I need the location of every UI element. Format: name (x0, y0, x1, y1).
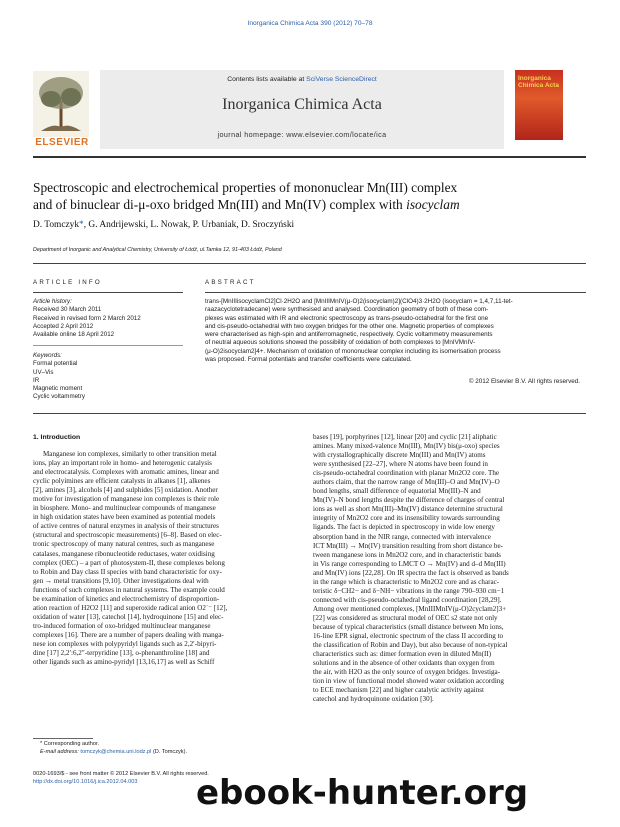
issn-line: 0020-1693/$ - see front matter © 2012 Elsevier B.V. All rights reserved. (33, 771, 209, 777)
abstract-line: of neutral aqueous solutions showed the possibility of oxidation of both complexes to [MnIVMnIV- (205, 339, 476, 347)
body-line: bases [19], porphyrines [12], linear [20] and cyclic [21] aliphatic (313, 433, 497, 441)
affiliation-divider (33, 263, 586, 264)
body-line: other ligands such as amino-pyridyl [13,16,17] as well as Schiff (33, 658, 215, 667)
author-rest: , G. Andrijewski, L. Nowak, P. Urbaniak, D. Sroczyński (83, 220, 295, 230)
abstract-divider (33, 413, 586, 414)
body-line: Among over mentioned complexes, [MnIIIMnIV(μ-O)2cyclam2]3+ (313, 604, 507, 613)
body-line: connected with cis-pseudo-octahedral ligand coordination [28,29]. (313, 595, 502, 604)
journal-citation: Inorganica Chimica Acta 390 (2012) 70–78 (247, 20, 373, 27)
history-label: Article history: (33, 298, 72, 305)
article-info-heading: ARTICLE INFO (33, 279, 102, 286)
body-line: because of typical characteristics (small distance between Mn ions, (313, 622, 504, 631)
contents-line (100, 76, 504, 83)
body-line: characteristics such as: dimer formation even in diluted Mn(II) (313, 650, 492, 659)
body-line: were synthesised [22–27], where N atoms have been found in (313, 460, 488, 469)
body-line: nese ion complexes with polypyridyl ligands such as 2,2′-bipyri- (33, 639, 217, 648)
abstract-text (205, 298, 586, 364)
body-right-column (313, 433, 586, 704)
body-line: bond lengths, small difference of equatorial Mn(III)–N and (313, 487, 481, 496)
body-line: in Vis range corresponding to LMCT O → Mn(IV) and d–d Mn(III) (313, 559, 506, 568)
title-italic-ligand: isocyclam (406, 197, 460, 212)
abstract-line: (μ-O)2isocyclam2]4+. Mechanism of oxidation of mononuclear complex including its isomerisation process (205, 347, 501, 355)
body-line: the air, with H2O as the only source of oxygen bridges. Investiga- (313, 668, 501, 677)
body-line: catechol and hydroquinone oxidation [30]. (313, 695, 434, 704)
body-line: complex (OEC) – a part of photosystem-II, these complexes belong (33, 558, 225, 567)
keyword: IR (33, 376, 40, 384)
article-history (33, 298, 193, 339)
body-line: tion in view of functional model showed water oxidation according (313, 677, 504, 686)
abstract-rule (205, 292, 586, 293)
body-line: Manganese ion complexes, similarly to other transition metal (43, 450, 217, 458)
title-line-1: Spectroscopic and electrochemical properties of mononuclear Mn(III) complex (33, 180, 458, 195)
body-line: absorption band in the NIR range, connected with intervalence (313, 532, 491, 541)
history-item: Available online 18 April 2012 (33, 331, 115, 339)
corresponding-footnote (40, 741, 310, 756)
abstract-line: and cis-pseudo-octahedral with two oxygen bridges for the other one. Magnetic properties of complexes (205, 322, 494, 330)
body-line: catalases, manganese ribonucleotide reductases, water oxidising (33, 549, 215, 558)
body-line: integrity of Mn2O2 core and its insensibility towards surrounding (313, 514, 500, 523)
body-line: the classification of Robin and Day), but also because of non-typical (313, 641, 508, 650)
title-line-2-text: and of binuclear di-μ-oxo bridged Mn(III) and Mn(IV) complex with (33, 197, 407, 212)
body-line: in the range which is characteristic to Mn2O2 core and as charac- (313, 577, 500, 586)
body-line: ions, play an important role in homo- and heterogenic catalysis (33, 459, 212, 468)
section-heading-introduction: 1. Introduction (33, 434, 81, 441)
keywords-rule (33, 345, 183, 346)
body-line: ions as well as short Mn(III)–Mn(IV) distance determine structural (313, 505, 503, 514)
abstract-line: trans-[MnIIIisocyclamCl2]Cl·2H2O and [MnIIIMnIV(μ-O)2(isocyclam)2](ClO4)3·2H2O (isocyclam = 1,4,7,11-tet- (205, 298, 513, 305)
abstract-line: were characterised as high-spin and antiferromagnetic, respectively. Cyclic voltammetry measurements (205, 331, 493, 339)
body-line: to Robin and Day class II species with band characteristic for oxy- (33, 567, 222, 576)
body-line: with crystallographically discrete Mn(III) and Mn(IV) atoms (313, 451, 486, 460)
body-line: complexes [16]. There are a number of papers dealing with manga- (33, 630, 224, 639)
journal-homepage[interactable]: journal homepage: www.elsevier.com/locate/ica (217, 130, 387, 139)
body-line: tro-induced formation of oxo-bridged multinuclear manganese (33, 621, 211, 630)
journal-title: Inorganica Chimica Acta (222, 96, 382, 113)
contents-prefix: Contents lists available at (227, 76, 307, 83)
keyword: UV–Vis (33, 368, 54, 376)
email-suffix: (D. Tomczyk). (151, 748, 188, 755)
keyword: Magnetic moment (33, 385, 83, 393)
history-item: Received in revised form 2 March 2012 (33, 314, 141, 322)
history-item: Received 30 March 2011 (33, 306, 102, 314)
abstract-heading: ABSTRACT (205, 279, 256, 286)
body-line: in high oxidation states have been examined as potential models (33, 513, 216, 522)
journal-cover-image (515, 70, 563, 140)
body-line: functions of such complexes in natural systems. The example could (33, 585, 225, 594)
body-line: motive for investigation of manganese ion complexes is their role (33, 495, 220, 504)
author-list (33, 220, 586, 230)
header-divider (33, 156, 586, 158)
body-line: teristic δ−CH2− and δ−NH− vibrations in the range 790–930 cm−1 (313, 586, 505, 595)
doi-link[interactable]: http://dx.doi.org/10.1016/j.ica.2012.04.003 (33, 778, 138, 785)
body-line: Mn(IV)–N bond lengths despite the difference of charges of central (313, 496, 505, 505)
cover-title: Inorganica Chimica Acta (518, 75, 559, 89)
sciencedirect-link[interactable]: SciVerse ScienceDirect (306, 76, 377, 83)
body-line: (structural and spectroscopic measurements) [6–8]. Based on elec- (33, 531, 222, 540)
body-line: ation reaction of H2O2 [11] and superoxide radical anion O2˙⁻ [12], (33, 603, 228, 612)
body-line: 16-line EPR signal, electronic spectrum of the class II according to (313, 632, 504, 641)
keywords-block (33, 352, 193, 402)
abstract-line: plexes was estimated with IR and electronic spectroscopy as trans-pseudo-octahedral for the first one (205, 314, 489, 322)
body-line: [2], amines [3], alcohols [4] and sulphides [5] oxidation. Another (33, 486, 218, 495)
body-line: solutions and in the absence of other oxidants than oxygen from (313, 659, 495, 668)
author-first: D. Tomczyk (33, 220, 80, 230)
footnote-rule (33, 738, 93, 739)
body-line: cis-pseudo-octahedral coordination with planar Mn2O2 core. The (313, 469, 500, 478)
body-line: tronic spectroscopy of many natural centres, such as manganese (33, 540, 215, 549)
body-line: of active centres of natural enzymes in analysis of their structures (33, 522, 219, 531)
article-title (33, 179, 586, 213)
body-line: and electrocatalysis. Complexes with aromatic amines, linear and (33, 468, 219, 477)
body-line: dine [17] 2,2′:6,2″-terpyridine [13], o-phenanthroline [18] and (33, 649, 210, 658)
keyword: Formal potential (33, 360, 78, 368)
body-line: cyclic polyimines are efficient catalysts in alkanes [1], alkenes (33, 477, 211, 486)
corresponding-author-note: * Corresponding author. (40, 741, 100, 747)
copyright-notice: © 2012 Elsevier B.V. All rights reserved. (468, 378, 580, 385)
body-line: oxidation of water [13], catechol [14], hydroquinone [15] and elec- (33, 612, 224, 621)
body-line: ICT Mn(III) → Mn(IV) transition resulting from short distance be- (313, 541, 503, 550)
body-line: and Mn(IV) ions [22,28]. On IR spectra the fact is observed as bands (313, 568, 509, 577)
body-line: authors claim, that the narrow range of Mn(III)–O and Mn(IV)–O (313, 478, 500, 487)
body-line: [22] was considered as structural model of OEC s2 state not only (313, 613, 498, 622)
corresponding-marker[interactable]: * (79, 220, 84, 230)
body-line: be examination of kinetics and electrochemistry of disproportion- (33, 594, 220, 603)
body-line: ligands. The fact is depicted in spectroscopy in wide low energy (313, 523, 495, 532)
watermark-text: ebook-hunter.org (196, 773, 529, 813)
keyword: Cyclic voltammetry (33, 393, 85, 401)
title-line-2 (33, 196, 586, 213)
elsevier-tree-logo (33, 71, 89, 137)
body-line: gen → metal transitions [9,10]. Other investigations deal with (33, 576, 209, 585)
body-left-column (33, 450, 301, 667)
body-line: amines. Many mixed-valence Mn(III), Mn(IV) bis(μ-oxo) species (313, 442, 500, 451)
abstract-line: was proposed. Formal potentials and transfer coefficients were calculated. (205, 356, 412, 364)
info-rule (33, 292, 183, 293)
history-item: Accepted 2 April 2012 (33, 322, 94, 330)
email-line (40, 749, 310, 757)
body-line: to ECE mechanism [22] and higher catalytic activity against (313, 686, 484, 695)
email-link[interactable]: tomczyk@chemia.uni.lodz.pl (80, 748, 152, 755)
affiliation: Department of Inorganic and Analytical Chemistry, University of Łódź, ul.Tamka 12, 91-403 Łódź, Poland (33, 247, 282, 253)
keywords-label: Keywords: (33, 352, 62, 359)
abstract-line: raazacyclotetradecane) were synthesised and analysed. Coordination geometry of both of these com- (205, 306, 489, 314)
body-line: tween manganese ions in Mn2O2 core, and in characteristic bands (313, 550, 501, 559)
email-label: E-mail address: (40, 748, 81, 755)
body-line: in biosphere. Mono- and multinuclear compounds of manganese (33, 504, 216, 513)
publisher-name: ELSEVIER (35, 137, 89, 148)
